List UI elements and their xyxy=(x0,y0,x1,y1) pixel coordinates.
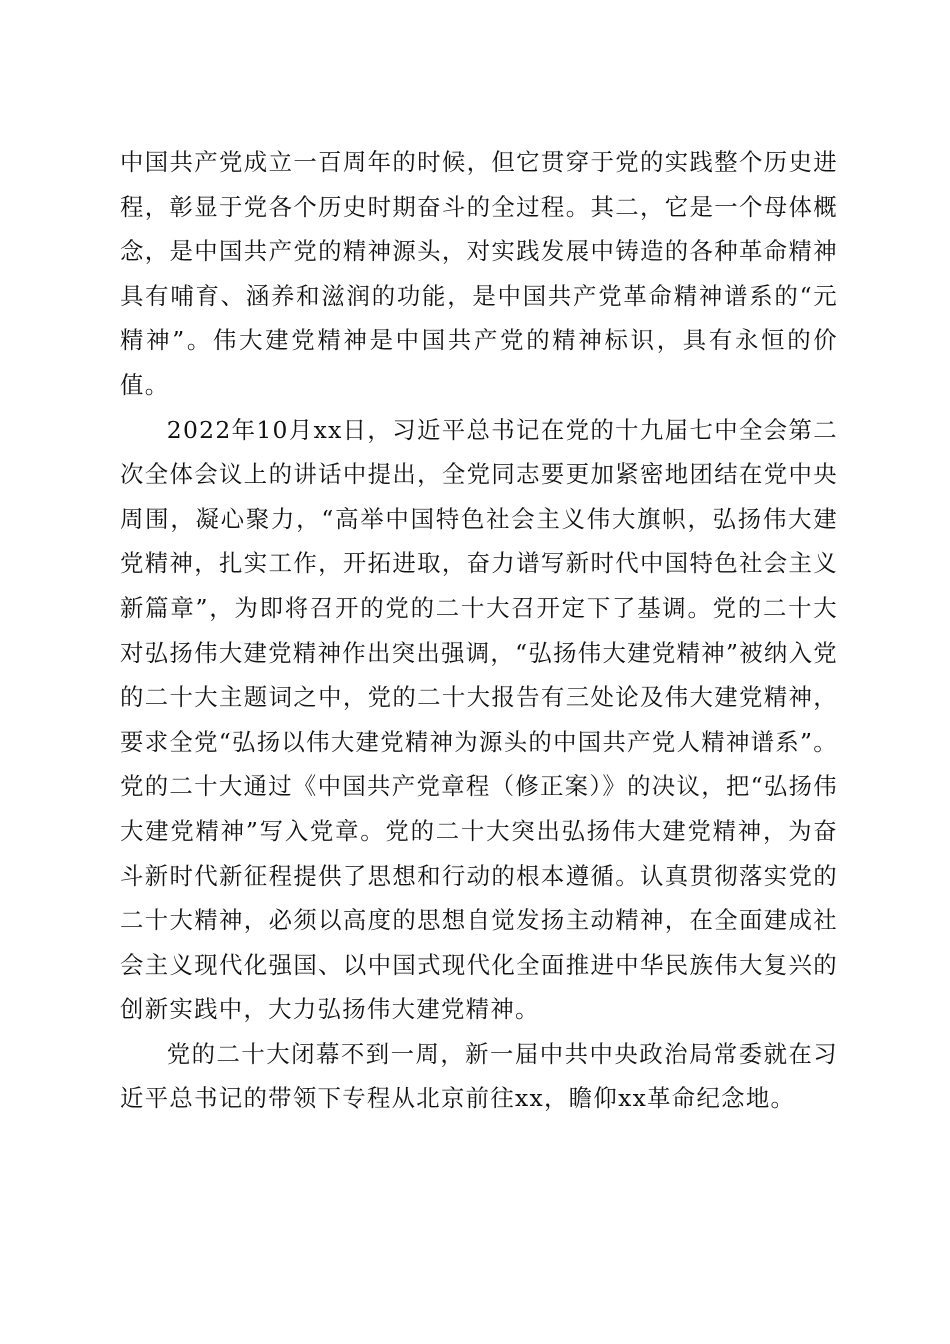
paragraph-2: 2022年10月xx日，习近平总书记在党的十九届七中全会第二次全体会议上的讲话中提出，全党同志要更加紧密地团结在党中央周围，凝心聚力，“高举中国特色社会主义伟大旗帜，弘扬伟大建党精神，扎实工作，开拓进取，奋力谱写新时代中国特色社会主义新篇章”，为即将召开的党的二十大召开定下了基调。党的二十大对弘扬伟大建党精神作出突出强调，“弘扬伟大建党精神”被纳入党的二十大主题词之中，党的二十大报告有三处论及伟大建党精神，要求全党“弘扬以伟大建党精神为源头的中国共产党人精神谱系”。党的二十大通过《中国共产党章程（修正案）》的决议，把“弘扬伟大建党精神”写入党章。党的二十大突出弘扬伟大建党精神，为奋斗新时代新征程提供了思想和行动的根本遵循。认真贯彻落实党的二十大精神，必须以高度的思想自觉发扬主动精神，在全面建成社会主义现代化强国、以中国式现代化全面推进中华民族伟大复兴的创新实践中，大力弘扬伟大建党精神。 xyxy=(120,415,838,1024)
paragraph-1: 中国共产党成立一百周年的时候，但它贯穿于党的实践整个历史进程，彰显于党各个历史时期奋斗的全过程。其二，它是一个母体概念，是中国共产党的精神源头，对实践发展中铸造的各种革命精神具有哺育、涵养和滋润的功能，是中国共产党革命精神谱系的“元精神”。伟大建党精神是中国共产党的精神标识，具有永恒的价值。 xyxy=(120,148,838,399)
document-body xyxy=(120,140,838,1121)
paragraph-3: 党的二十大闭幕不到一周，新一届中共中央政治局常委就在习近平总书记的带领下专程从北京前往xx，瞻仰xx革命纪念地。 xyxy=(120,1039,838,1113)
